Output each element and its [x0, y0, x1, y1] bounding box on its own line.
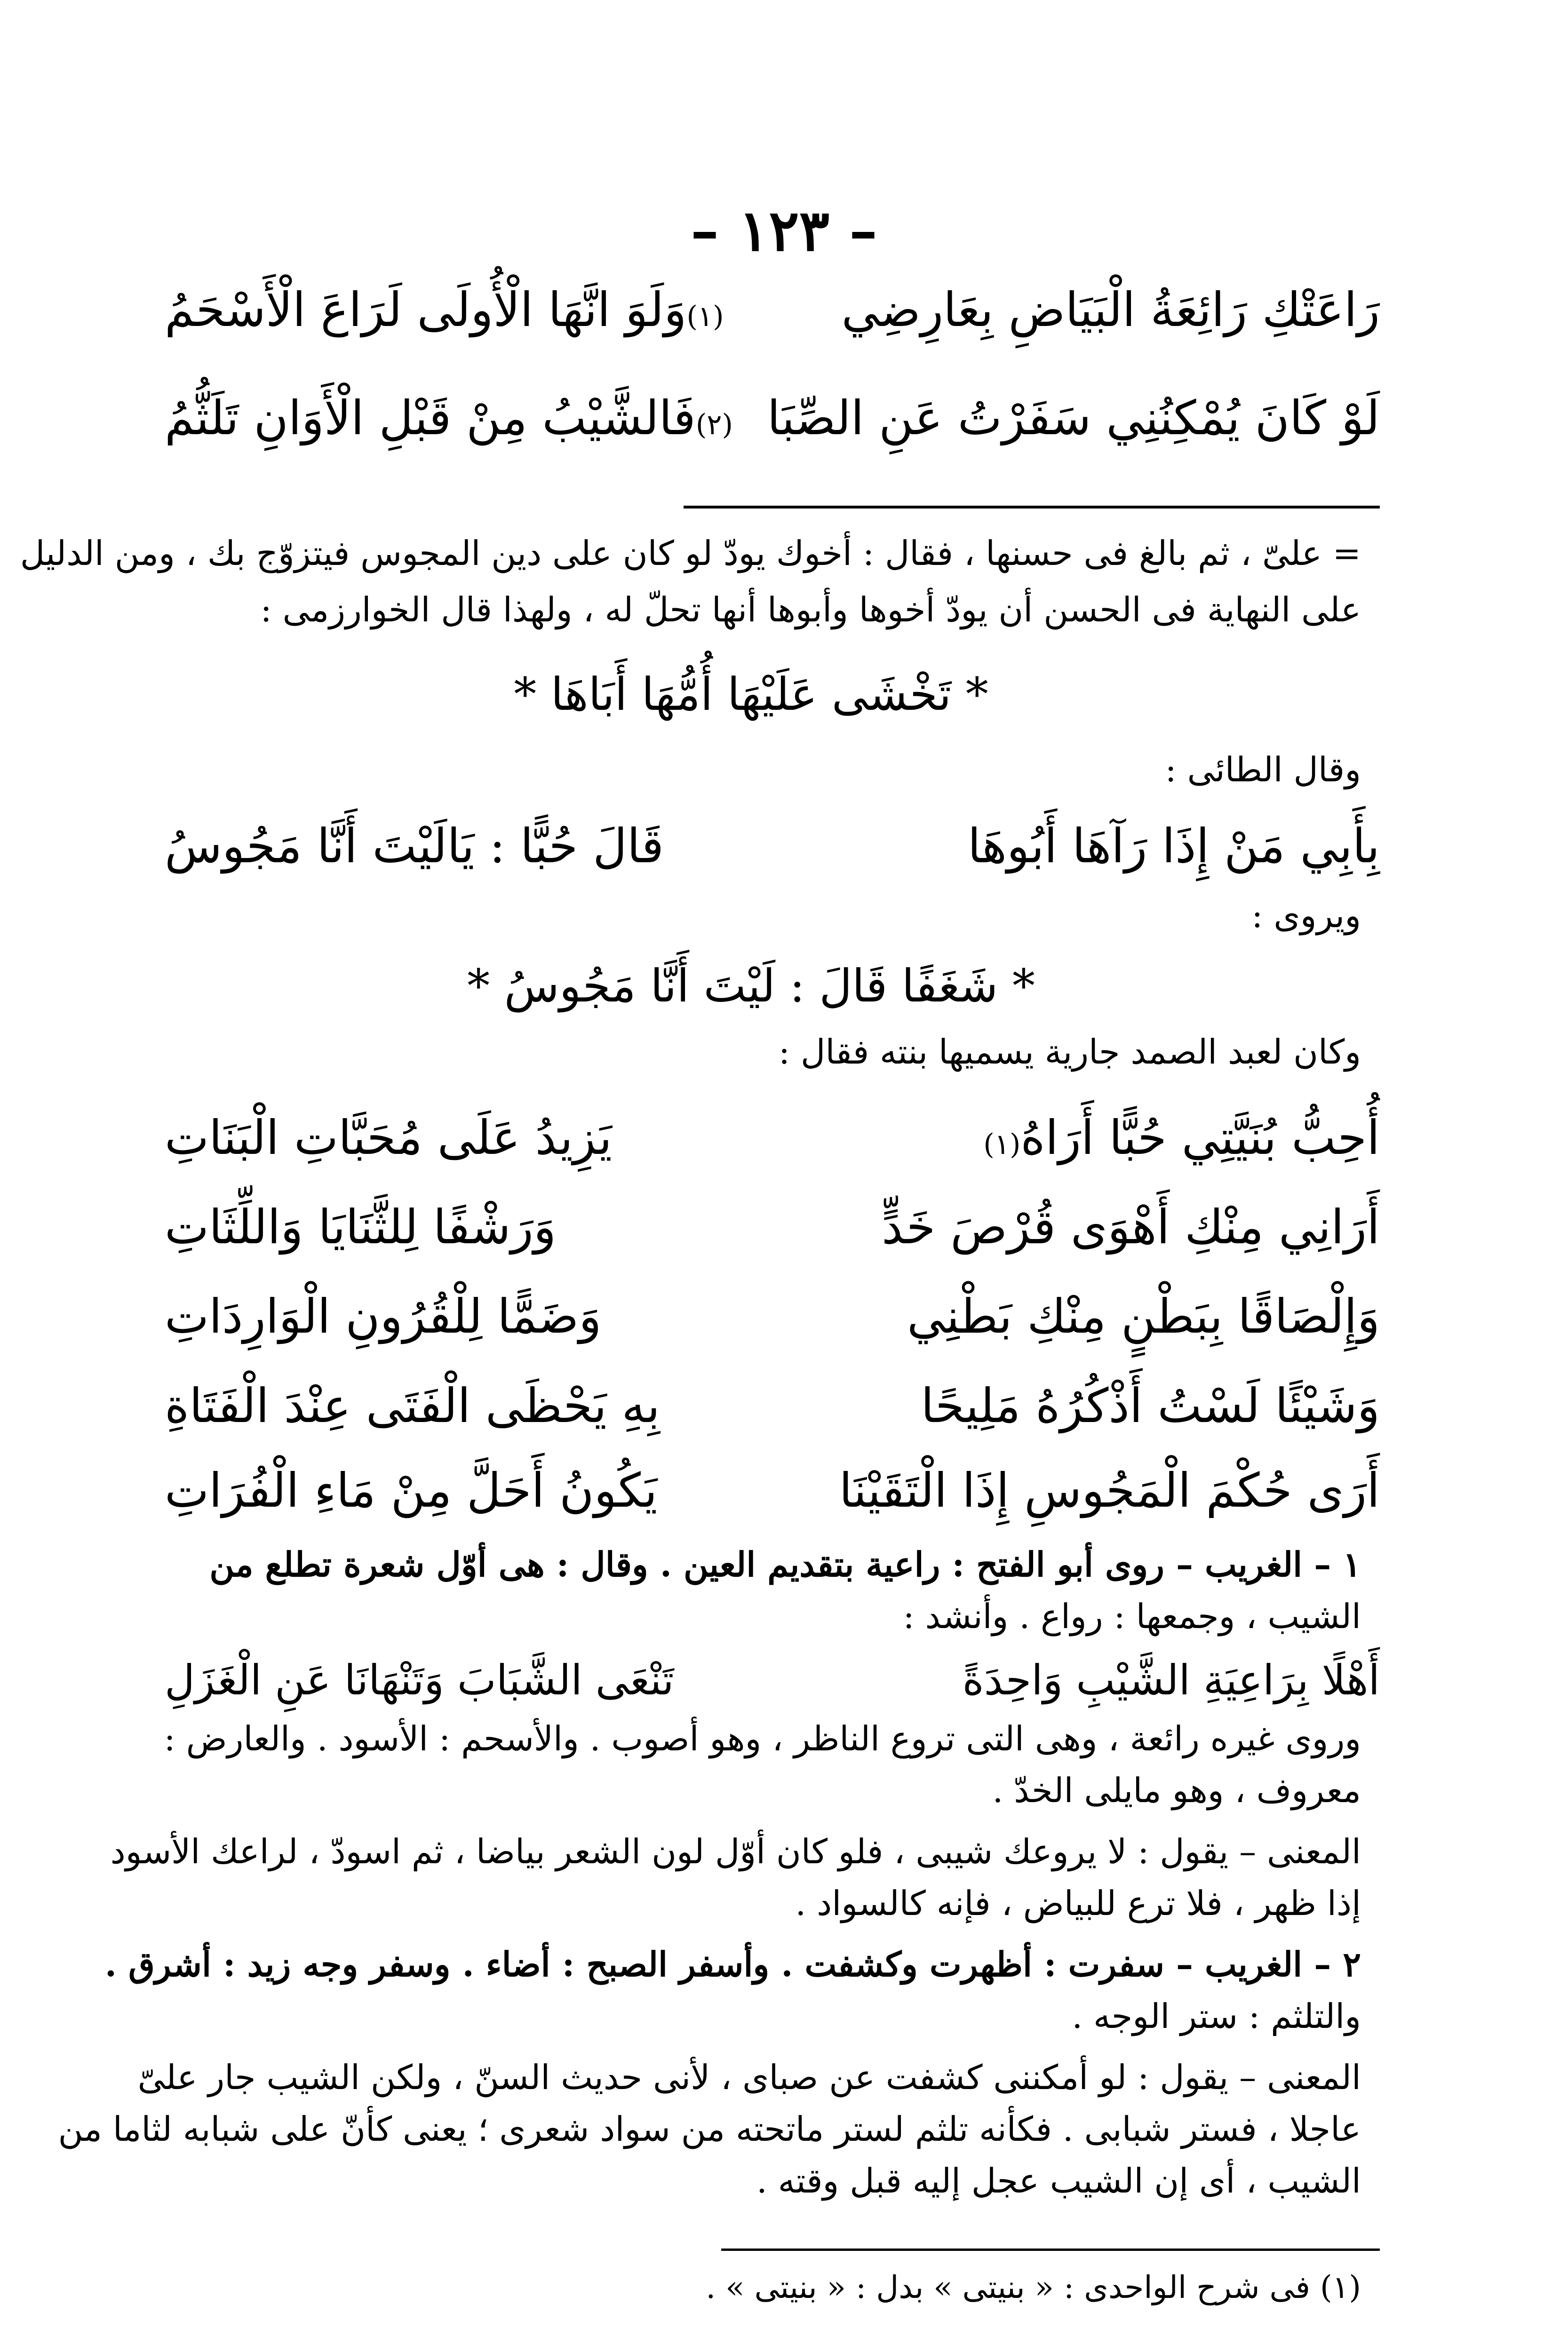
verse-hemistich-right: وَشَيْئًا لَسْتُ أَذْكُرُهُ مَلِيحًا [921, 1378, 1380, 1433]
page-number: – ١٢٣ – [691, 198, 877, 264]
note-line: والتلثم : ستر الوجه . [1072, 1996, 1361, 2036]
commentary-line: ويروى : [1251, 896, 1361, 935]
verse-hemistich-right [983, 1110, 1380, 1165]
verse-line [165, 1463, 1380, 1524]
verse-hemistich-right: بِأَبِي مَنْ إِذَا رَآهَا أَبُوهَا [967, 818, 1380, 874]
verse-hemistich-right: وَإِلْصَاقًا بِبَطْنٍ مِنْكِ بَطْنِي [907, 1289, 1380, 1344]
commentary-line: وقال الطائى : [1165, 750, 1361, 789]
half-verse: * شَغَفًا قَالَ : لَيْتَ أَنَّا مَجُوسُ * [467, 960, 1035, 1012]
verse-hemistich-right: أَرَى حُكْمَ الْمَجُوسِ إِذَا الْتَقَيْنَا [839, 1463, 1380, 1518]
verse-hemistich-left: وَرَشْفًا لِلثَّنَايَا وَاللِّثَاتِ [165, 1200, 557, 1255]
verse-text: أُحِبُّ بُنَيَّتِي حُبًّا أَرَاهُ [1020, 1110, 1380, 1165]
verse-line [165, 1378, 1380, 1439]
verse-hemistich-right: لَوْ كَانَ يُمْكِنُنِي سَفَرْتُ عَنِ الصِّبَا [767, 390, 1380, 445]
half-verse: * تَخْشَى عَلَيْهَا أُمُّهَا أَبَاهَا * [514, 668, 988, 721]
note-line: الشيب ، أى إن الشيب عجل إليه قبل وقته . [756, 2161, 1361, 2201]
verse-hemistich-left [165, 282, 724, 337]
verse-line [165, 390, 1380, 452]
verse-hemistich-left: يَكُونُ أَحَلَّ مِنْ مَاءِ الْفُرَاتِ [165, 1463, 658, 1518]
note-line: معروف ، وهو مايلى الخدّ . [992, 1771, 1361, 1810]
commentary-line: = علىّ ، ثم بالغ فى حسنها ، فقال : أخوك يودّ لو كان على دين المجوس فيتزوّج بك ، ومن الدليل [20, 533, 1361, 573]
verse-hemistich-right: رَاعَتْكِ رَائِعَةُ الْبَيَاضِ بِعَارِضِي [841, 282, 1380, 337]
note-line: المعنى – يقول : لو أمكننى كشفت عن صباى ، لأنى حديث السنّ ، ولكن الشيب جار علىّ [137, 2058, 1361, 2097]
verse-hemistich-right: أَرَانِي مِنْكِ أَهْوَى قُرْصَ خَدٍّ [882, 1200, 1380, 1255]
verse-hemistich-left: بِهِ يَحْظَى الْفَتَى عِنْدَ الْفَتَاةِ [165, 1378, 660, 1433]
verse-hemistich-left: قَالَ حُبًّا : يَالَيْتَ أَنَّا مَجُوسُ [165, 818, 664, 874]
note-line: إذا ظهر ، فلا ترع للبياض ، فإنه كالسواد . [795, 1883, 1361, 1923]
verse-line [165, 1200, 1380, 1261]
verse-hemistich-left: يَزِيدُ عَلَى مُحَبَّاتِ الْبَنَاتِ [165, 1110, 612, 1165]
verse-hemistich-left: تَنْعَى الشَّبَابَ وَتَنْهَانَا عَنِ الْغَزَلِ [165, 1656, 674, 1704]
note-line: ٢ – الغريب – سفرت : أظهرت وكشفت . وأسفر الصبح : أضاء . وسفر وجه زيد : أشرق . [104, 1944, 1361, 1984]
note-line: وروى غيره رائعة ، وهى التى تروع الناظر ، وهو أصوب . والأسحم : الأسود . والعارض : [164, 1719, 1361, 1758]
verse-line [165, 1289, 1380, 1350]
footnote-marker: (١) [686, 300, 724, 333]
verse-line [165, 1110, 1380, 1171]
footnote-divider [721, 2249, 1380, 2251]
note-line: الشيب ، وجمعها : رواع . وأنشد : [903, 1597, 1361, 1636]
verse-hemistich-right: أَهْلًا بِرَاعِيَةِ الشَّيْبِ وَاحِدَةً [962, 1656, 1380, 1704]
verse-hemistich-left: وَضَمًّا لِلْقُرُونِ الْوَارِدَاتِ [165, 1289, 602, 1344]
verse-line [165, 1656, 1380, 1708]
footnote-marker: (٢) [695, 408, 733, 441]
verse-hemistich-left [165, 390, 733, 445]
section-divider [684, 506, 1380, 509]
verse-text: فَالشَّيْبُ مِنْ قَبْلِ الْأَوَانِ تَلَثُّمُ [165, 390, 696, 445]
commentary-line: وكان لعبد الصمد جارية يسميها بنته فقال : [778, 1032, 1361, 1072]
footnote: (١) فى شرح الواحدى : « بنيتى » بدل : « بنيتى » . [706, 2269, 1361, 2305]
note-line: المعنى – يقول : لا يروعك شيبى ، فلو كان أوّل لون الشعر بياضا ، ثم اسودّ ، لراعك الأسود [110, 1832, 1361, 1871]
note-line: عاجلا ، فستر شبابى . فكأنه تلثم لستر ماتحته من سواد شعرى ؛ يعنى كأنّ على شبابه لثاما من [58, 2109, 1361, 2149]
verse-line [165, 818, 1380, 880]
footnote-marker: (١) [983, 1128, 1021, 1161]
note-line: ١ – الغريب – روى أبو الفتح : راعية بتقديم العين . وقال : هى أوّل شعرة تطلع من [209, 1544, 1361, 1584]
commentary-line: على النهاية فى الحسن أن يودّ أخوها وأبوها أنها تحلّ له ، ولهذا قال الخوارزمى : [260, 590, 1361, 629]
verse-line [165, 282, 1380, 343]
verse-text: وَلَوَ انَّهَا الْأُولَى لَرَاعَ الْأَسْحَمُ [165, 282, 687, 337]
